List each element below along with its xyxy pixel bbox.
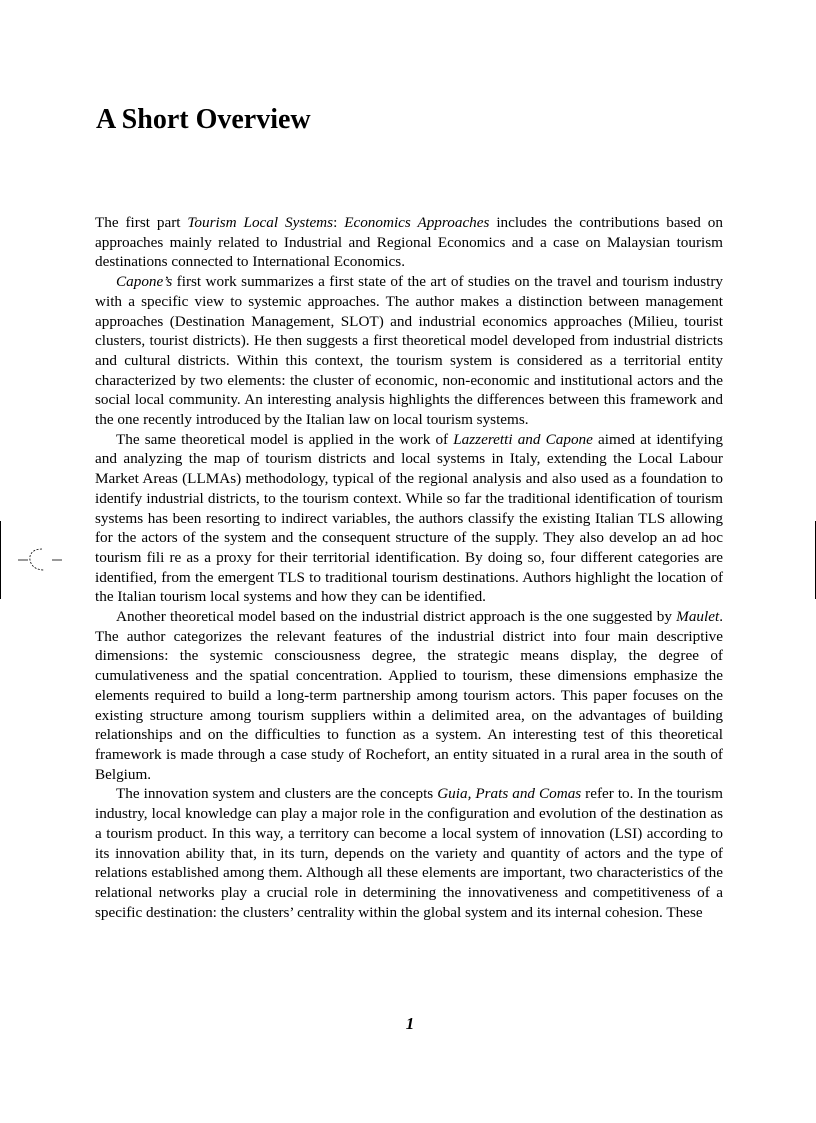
paragraph-2 [95,272,723,430]
registration-mark-icon [18,546,64,574]
paragraph-4 [95,607,723,784]
paragraph-text: includes the contributions based on approaches mainly related to Industrial and Regional Economics and a case on Malaysian tourism destinations connected to International Economics. [95,214,723,271]
crop-mark-left [0,521,1,599]
paragraph-text: : [333,214,345,231]
paragraph-3 [95,430,723,607]
paragraph-text: The same theoretical model is applied in the work of [116,430,454,448]
paragraph-text: refer to. In the tourism industry, local knowledge can play a major role in the configuration and evolution of the destination as a tourism product. In this way, a territory can become a local system of innovation (LSI) according to its innovation ability that, in its turn, depends on the variety and quantity of actors and the type of relations established among them. Although all these elements are important, two characteristics of the relational networks play a crucial role in determining the innovativeness and competitiveness of a specific destination: the clusters’ centrality within the global system and its internal cohesion. These [95,785,723,921]
paragraph-5 [95,784,723,922]
book-part-title-1: Tourism Local Systems [187,214,334,231]
paragraph-text: aimed at identifying and analyzing the map of tourism districts and local systems in Italy, extending the Local Labour Market Areas (LLMAs) methodology, typical of the regional analysis and also used as a foundation to identify industrial districts, to the tourism context. While so far the traditional identification of tourism systems has been resorting to indirect variables, the authors classify the existing Italian TLS allowing for the actors of the system and the consequent structure of the supply. They also develop an ad hoc tourism fili re as a proxy for their territorial identification. By doing so, four different categories are identified, from the emergent TLS to traditional tourism destinations. Authors highlight the location of the Italian tourism local systems and how they can be identified. [95,430,723,606]
paragraph-text: first work summarizes a first state of the art of studies on the travel and tourism industry with a specific view to systemic approaches. The author makes a distinction between management approaches (Destination Management, SLOT) and industrial economics approaches (Milieu, tourist clusters, tourist districts). He then suggests a first theoretical model developed from industrial districts and cultural districts. Within this context, the tourism system is considered as a territorial entity characterized by two elements: the cluster of economic, non-economic and institutional actors and the social local community. An interesting analysis highlights the differences between this framework and the one recently introduced by the Italian law on local tourism systems. [95,273,723,429]
paragraph-text: The innovation system and clusters are the concepts [116,785,438,803]
paragraph-1 [95,213,723,272]
author-name: Maulet [676,608,720,626]
author-name: Lazzeretti and Capone [453,430,593,448]
author-name: Guia, Prats and Comas [437,785,582,803]
author-name: Capone’s [116,273,173,291]
book-part-title-2: Economics Approaches [344,214,490,231]
paragraph-text: . The author categorizes the relevant features of the industrial district into four main descriptive dimensions: the systemic consciousness degree, the strategic means display, the degree of cumulativeness and the spatial concentration. Applied to tourism, these dimensions emphasize the elements required to build a long-term partnership among tourism actors. This paper focuses on the existing structure among tourism suppliers within a delimited area, on the advantages of building relationships and on the difficulties to function as a system. An interesting test of this theoretical framework is made through a case study of Rochefort, an entity situated in a rural area in the south of Belgium. [95,608,723,783]
chapter-title: A Short Overview [96,104,311,135]
paragraph-text: The first part [95,214,188,231]
paragraph-text: Another theoretical model based on the industrial district approach is the one suggested by [116,608,677,626]
page-number: 1 [405,1014,415,1033]
body-text [95,213,723,922]
